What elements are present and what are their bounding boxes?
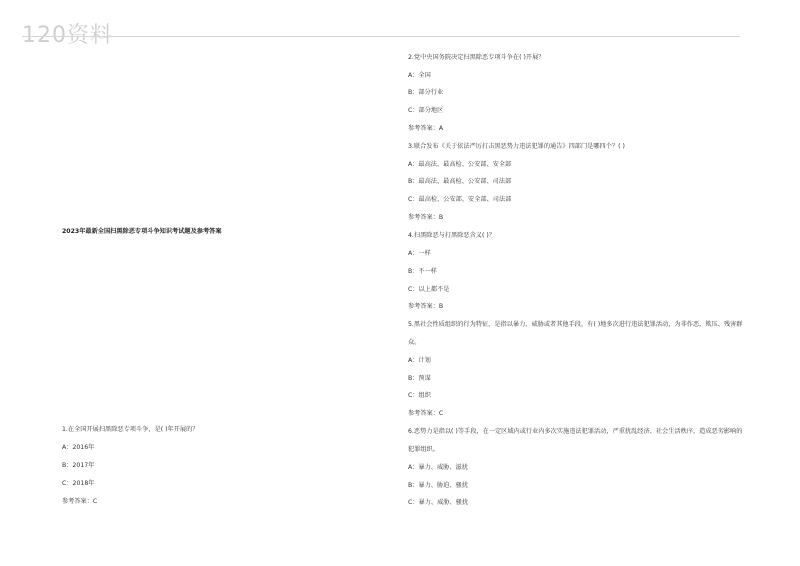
q5-option-c: C：组织: [408, 392, 431, 399]
q1-option-b: B：2017年: [62, 462, 95, 469]
watermark-logo: 120资料: [22, 23, 113, 48]
q2-option-a: A：全国: [408, 72, 431, 79]
q2-option-b: B：部分行业: [408, 89, 444, 96]
q6-option-a: A：暴力、威胁、滋扰: [408, 464, 468, 471]
q5-question-cont: 众。: [408, 339, 421, 346]
q4-answer: 参考答案：B: [408, 303, 444, 310]
document-title: 2023年最新全国扫黑除恶专项斗争知识考试题及参考答案: [62, 228, 222, 235]
q4-option-c: C：以上都不是: [408, 286, 450, 293]
q3-answer: 参考答案：B: [408, 214, 444, 221]
q2-answer: 参考答案：A: [408, 125, 444, 132]
q4-option-a: A：一样: [408, 250, 431, 257]
q4-option-b: B：不一样: [408, 268, 437, 275]
q3-option-c: C：最高检、公安部、安全部、司法部: [408, 196, 512, 203]
q1-option-c: C：2018年: [62, 480, 95, 487]
q1-question: 1.在全国开展扫黑除恶专项斗争，是( )年开展的？: [62, 426, 199, 433]
q5-answer: 参考答案：C: [408, 410, 444, 417]
q3-question: 3.联合发布《关于依法严厉打击黑恶势力违法犯罪的通告》四部门是哪四个？( ): [408, 143, 625, 150]
q2-question: 2.党中央国务院决定扫黑除恶专项斗争在( )开展？: [408, 54, 545, 61]
q4-question: 4.扫黑除恶与打黑除恶含义( )？: [408, 232, 495, 239]
q1-option-a: A：2016年: [62, 444, 95, 451]
q5-question: 5.黑社会性质组织的行为特征，是指以暴力、威胁或者其他手段，有( )地多次进行违法犯罪活动，为非作恶，欺压、残害群: [408, 321, 743, 328]
q5-option-b: B：预谋: [408, 375, 431, 382]
q2-option-c: C：部分地区: [408, 107, 444, 114]
q6-question-cont: 犯罪组织。: [408, 446, 439, 453]
q6-option-b: B：暴力、胁迫、骚扰: [408, 482, 468, 489]
q5-option-a: A：计划: [408, 357, 431, 364]
q1-answer: 参考答案：C: [62, 498, 98, 505]
q6-option-c: C：暴力、威胁、骚扰: [408, 499, 469, 506]
q3-option-b: B：最高法、最高检、公安部、司法部: [408, 178, 512, 185]
q6-question: 6.恶势力是指以( )等手段，在一定区域内或行业内多次实施违法犯罪活动，严重扰乱经济、社会生活秩序，造成恶劣影响的: [408, 428, 743, 435]
q3-option-a: A：最高法、最高检、公安部、安全部: [408, 161, 512, 168]
